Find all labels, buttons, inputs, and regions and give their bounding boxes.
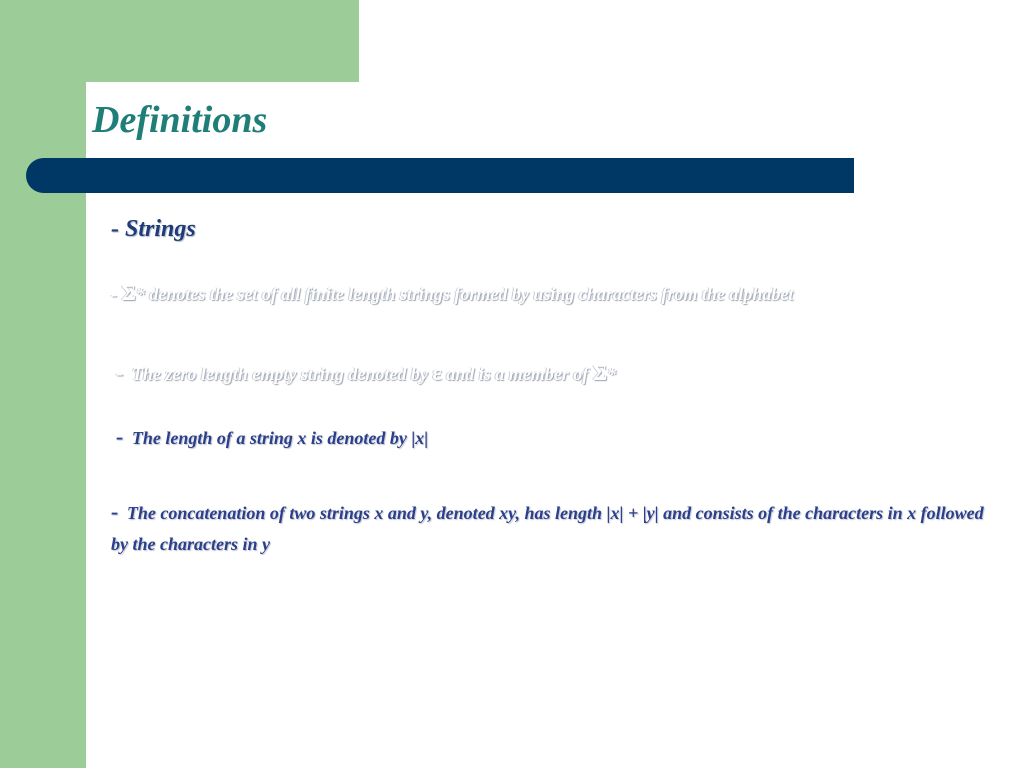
section-heading: - Strings [111,216,196,242]
top-green-band [0,0,359,82]
title-underline-bar [26,158,854,193]
slide-title: Definitions [92,99,268,141]
definition-string-length [116,424,428,450]
definition-text: * denotes the set of all finite length strings formed by using characters from the alphabet [135,284,794,304]
bullet-dash: - [111,499,119,524]
definition-text: The length of a string x is denoted by |x| [131,428,429,448]
definition-text-end: * [607,364,617,384]
definition-sigma-star [111,280,793,306]
bullet-dash: - [116,424,124,449]
definition-text: The concatenation of two strings x and y, denoted xy, has length |x| + |y| and consists of the characters in x followed by the characters in y [111,503,984,554]
definition-concatenation [111,496,991,560]
sigma-symbol: Σ [121,280,136,305]
definition-empty-string [116,360,616,386]
definition-text-start: The zero length empty string denoted by [131,364,433,384]
bullet-dash: - [116,360,124,385]
sigma-symbol: Σ [592,360,608,385]
epsilon-symbol: ε [432,360,442,385]
bullet-dash: - [111,284,117,304]
definition-text-middle: and is a member of [441,364,593,384]
sidebar-green-band [0,0,86,768]
